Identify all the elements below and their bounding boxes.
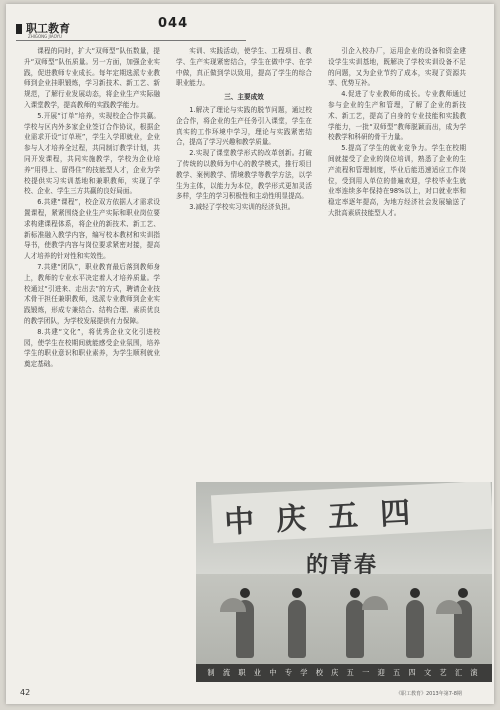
journal-header — [16, 16, 266, 40]
paragraph: 4.促进了专业教师的成长。专业教师通过参与企业的生产和管理，了解了企业的新技术、新工艺，提高了自身的专业技能和实践教学能力，一批“双师型”教师脱颖而出，成为学校教学和科研的骨干力量。 — [328, 90, 466, 142]
paragraph: 引企入校办厂，运用企业的设备和资金建设学生实训基地，既解决了学校实训设备不足的问题，又为企业节约了成本，实现了资源共享、优势互补。 — [328, 47, 466, 88]
banner-text: 中庆五四 — [223, 494, 433, 541]
header-rule — [16, 40, 246, 41]
paragraph: 5.提高了学生的就业竞争力。学生在校期间就接受了企业的岗位培训，熟悉了企业的生产流程和管理制度，毕业后能迅速适应工作岗位，受到用人单位的普遍欢迎，学校毕业生就业率连续多年保持在98%以上，对口就业率和稳定率逐年提高，为地方经济社会发展输送了大批高素质技能型人才。 — [328, 144, 466, 217]
performer-head — [350, 588, 360, 598]
paragraph: 7.共建“团队”，职业教育最后落到教师身上，教师的专业水平决定着人才培养质量。学校通过“引进来、走出去”的方式，聘请企业技术骨干担任兼职教师，选派专业教师到企业实践锻炼，形成专兼结合、结构合理、素质优良的教学团队，为学校发展提供有力保障。 — [24, 262, 160, 325]
paragraph: 实训、实践活动，使学生、工程项目、教学、生产实现紧密结合，学生在做中学、在学中做，真正做到学以致用，提高了学生的综合职业能力。 — [176, 47, 312, 88]
text-column-2 — [176, 46, 312, 450]
photo-caption: 制 流 职 业 中 专 学 校 庆 五 一 迎 五 四 文 艺 汇 演 — [196, 664, 492, 682]
journal-title: 职工教育 — [26, 22, 70, 35]
performer-head — [410, 588, 420, 598]
paragraph: 8.共建“文化”，将优秀企业文化引进校园，使学生在校期间就能感受企业氛围，培养学生的职业意识和职业素养，为学生顺利就业奠定基础。 — [24, 327, 160, 369]
performance-photo — [196, 482, 492, 682]
text-column-1 — [24, 46, 160, 672]
paragraph: 1.解决了理论与实践的脱节问题，通过校企合作，将企业的生产任务引入课堂，学生在真实的工作环境中学习，理论与实践紧密结合，提高了学习兴趣和教学质量。 — [176, 105, 312, 147]
paragraph: 课程的同时，扩大“双师型”队伍数量，提升“双师型”队伍质量。另一方面，加强企业实践，促进教师专业成长。每年定期选派专业教师到企业挂职锻炼，学习新技术、新工艺、新规范，了解行业发展动态，将企业生产实际融入课堂教学，提高教师的实践教学能力。 — [24, 47, 160, 109]
journal-subtitle: ZHIGONG JIAOYU — [28, 34, 62, 39]
performer-figure — [406, 600, 424, 658]
paragraph: 6.共建“课程”，校企双方依据人才需求设置课程，紧紧围绕企业生产实际和职业岗位要求构建课程体系，将企业的新技术、新工艺、新标准融入教学内容，编写校本教材和实训指导书，使教学内容与岗位要求紧密对接，提高人才培养的针对性和实效性。 — [24, 198, 160, 261]
paragraph: 3.减轻了学校实习实训的经济负担。 — [189, 203, 295, 212]
performer-head — [458, 588, 468, 598]
stage-slogan: 的青春 — [306, 552, 379, 578]
paragraph: 5.开展“订单”培养，实现校企合作共赢。学校与区内外多家企业签订合作协议，根据企业需求开设“订单班”，学生入学即就业，企业参与人才培养全过程，共同制订教学计划，共同开发课程，共同实施教学，学校为企业培养“用得上、留得住”的技能型人才，企业为学校提供实习实训基地和兼职教师，实现了学校、企业、学生三方共赢的良好局面。 — [24, 111, 160, 196]
issue-number: 044 — [158, 16, 189, 31]
section-heading: 三、主要成效 — [224, 93, 264, 102]
text-column-3 — [328, 46, 466, 466]
magazine-page — [6, 4, 494, 704]
performer-head — [240, 588, 250, 598]
page-footer: 《职工教育》2013年第7-8期 — [396, 691, 462, 697]
performer-figure — [288, 600, 306, 658]
page-number: 42 — [20, 688, 31, 697]
performer-head — [292, 588, 302, 598]
paragraph: 2.实现了课堂教学形式的改革创新。打破了传统的以教师为中心的教学模式，推行项目教学、案例教学、情境教学等教学方法，以学生为主体，以能力为本位，教学形式更加灵活多样，学生的学习积极性和主动性明显提高。 — [176, 149, 312, 201]
header-bar — [16, 24, 22, 34]
